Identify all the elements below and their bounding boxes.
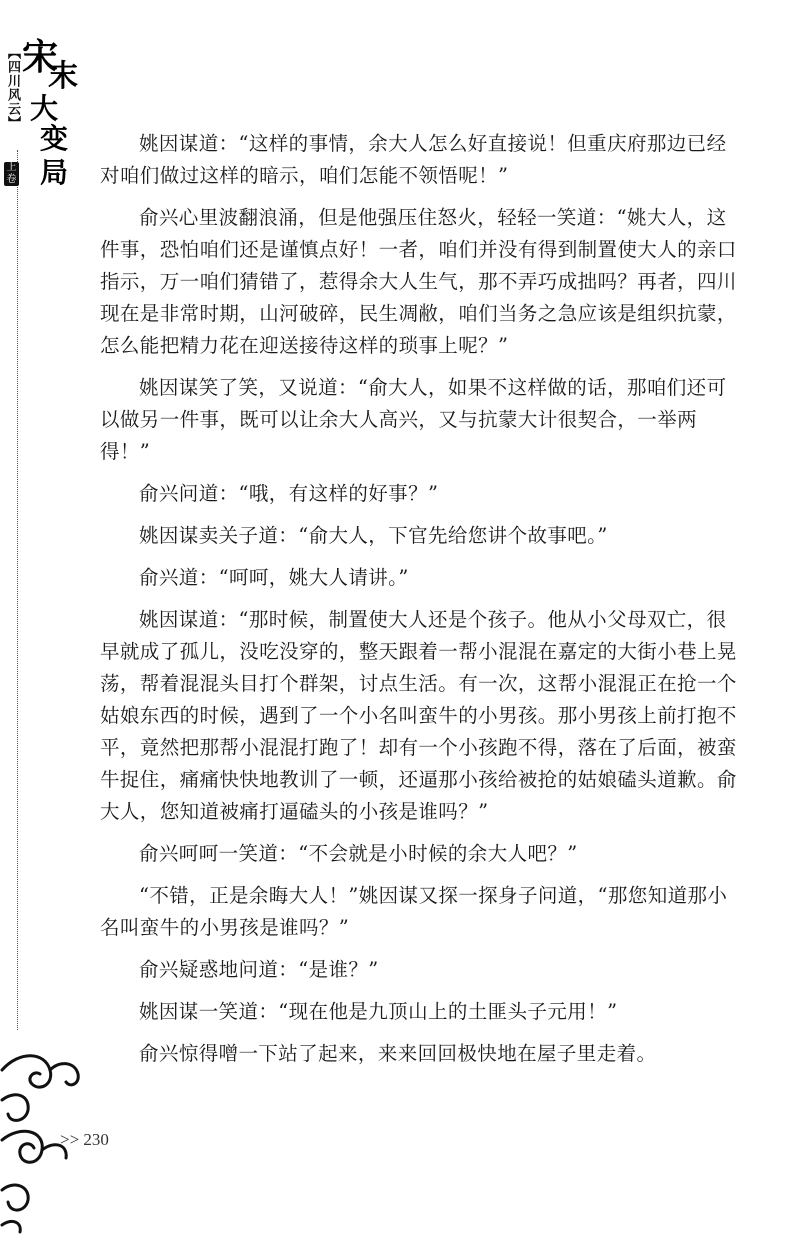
paragraph: 姚因谋道：“这样的事情，余大人怎么好直接说！但重庆府那边已经对咱们做过这样的暗示，咱们怎能不领悟呢！” — [100, 132, 727, 187]
paragraph: 俞兴道：“呵呵，姚大人请讲。” — [139, 566, 409, 589]
book-title-char-2: 末 — [48, 59, 78, 94]
paragraph: 姚因谋道：“那时候，制置使大人还是个孩子。他从小父母双亡，很早就成了孤儿，没吃没穿的，整天跟着一帮小混混在嘉定的大街小巷上晃荡，帮着混混头目打个群架，讨点生活。有一次，这帮小混混正在抢一个姑娘东西的时候，遇到了一个小名叫蛮牛的小男孩。那小男孩上前打抱不平，竟然把那帮小混混打跑了！却有一个小孩跑不得，落在了后面，被蛮牛捉住，痛痛快快地教训了一顿，还逼那小孩给被抢的姑娘磕头道歉。俞大人，您知道被痛打逼磕头的小孩是谁吗？” — [100, 608, 737, 823]
paragraph: 俞兴呵呵一笑道：“不会就是小时候的余大人吧？” — [139, 842, 578, 865]
paragraph: 姚因谋笑了笑，又说道：“俞大人，如果不这样做的话，那咱们还可以做另一件事，既可以让余大人高兴，又与抗蒙大计很契合，一举两得！” — [100, 376, 727, 463]
paragraph: 俞兴问道：“哦，有这样的好事？” — [139, 482, 439, 505]
paragraph: 姚因谋卖关子道：“俞大人，下官先给您讲个故事吧。” — [139, 524, 608, 547]
paragraph: 俞兴疑惑地问道：“是谁？” — [139, 958, 379, 981]
volume-badge: 上卷 — [4, 162, 19, 186]
book-title-char-3: 大 — [30, 92, 59, 125]
series-name: 【四川风云】 — [5, 46, 20, 130]
page-number: >> 230 — [60, 1130, 109, 1149]
paragraph: “不错，正是余晦大人！”姚因谋又探一探身子问道，“那您知道那小名叫蛮牛的小男孩是谁吗？” — [100, 884, 728, 939]
book-title — [22, 36, 82, 190]
paragraph: 姚因谋一笑道：“现在他是九顶山上的土匪头子元用！” — [139, 1000, 618, 1023]
book-title-char-4: 变局 — [40, 122, 69, 189]
page-body — [100, 128, 740, 1080]
margin-dotted-line — [17, 150, 18, 1030]
book-title-char-1: 宋 — [22, 36, 59, 78]
paragraph: 俞兴心里波翻浪涌，但是他强压住怒火，轻轻一笑道：“姚大人，这件事，恐怕咱们还是谨慎点好！一者，咱们并没有得到制置使大人的亲口指示，万一咱们猜错了，惹得余大人生气，那不弄巧成拙吗？再者，四川现在是非常时期，山河破碎，民生凋敝，咱们当务之急应该是组织抗蒙，怎么能把精力花在迎送接待这样的琐事上呢？” — [100, 206, 737, 357]
paragraph: 俞兴惊得噌一下站了起来，来来回回极快地在屋子里走着。 — [139, 1042, 657, 1065]
